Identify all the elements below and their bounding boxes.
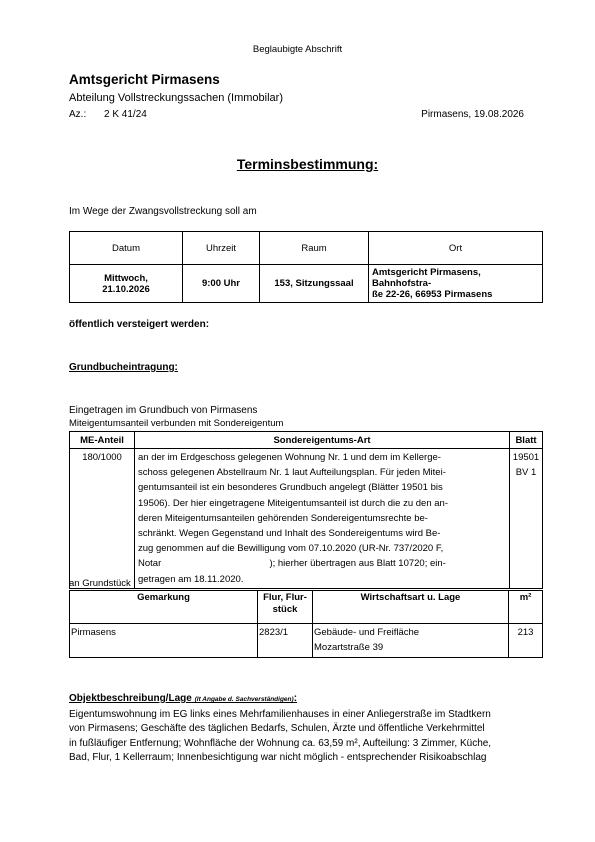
- object-description-line: in fußläufiger Entfernung; Wohnfläche der Wohnung ca. 63,59 m², Aufteilung: 3 Zimmer, Küche,: [69, 737, 492, 749]
- file-number-value: 2 K 41/24: [104, 109, 147, 120]
- file-number-label: Az.:: [69, 109, 87, 120]
- appointment-place-line: ße 22-26, 66953 Pirmasens: [372, 289, 493, 300]
- description-line: deren Miteigentumsanteilen gehörenden Sondereigentumsrechte be-: [138, 512, 428, 524]
- appointment-room: 153, Sitzungssaal: [260, 265, 369, 303]
- appointment-date-value: 21.10.2026: [102, 283, 150, 295]
- place-date: Pirmasens, 19.08.2026: [421, 109, 524, 120]
- object-description-line: von Pirmasens; Geschäfte des täglichen Bedarfs, Schulen, Ärzte und öffentliche Verkehrmittel: [69, 723, 485, 735]
- table-header-row: [70, 232, 543, 265]
- appointment-date: [70, 265, 183, 303]
- description-line: schränkt. Wegen Gegenstand und Inhalt des Sondereigentums wird Be-: [138, 528, 441, 540]
- appointment-place-line: Amtsgericht Pirmasens, Bahnhofstra-: [372, 267, 481, 289]
- table-row: [70, 449, 543, 589]
- plot-intro: an Grundstück: [69, 578, 131, 589]
- table-header-row: [70, 432, 543, 449]
- sheet-number: 19501: [512, 452, 540, 463]
- appointment-table: [69, 231, 543, 303]
- object-description-line: Bad, Flur, 1 Kellerraum; Innenbesichtigung war nicht möglich - entsprechender Risikoabschlag: [69, 752, 487, 764]
- table-row: [70, 624, 543, 658]
- header-usage: Wirtschaftsart u. Lage: [313, 591, 509, 624]
- description-line: schoss gelegenen Abstellraum Nr. 1 laut Aufteilungsplan. Für jeden Mitei-: [138, 467, 446, 479]
- plot-area: 213: [509, 624, 543, 658]
- appointment-time: 9:00 Uhr: [183, 265, 260, 303]
- plot-usage: [313, 624, 509, 658]
- sheet-position: BV 1: [515, 467, 537, 479]
- table-row: [70, 265, 543, 303]
- register-line: Eingetragen im Grundbuch von Pirmasens: [69, 405, 258, 416]
- description-line: gentumsanteil ist ein besonderes Grundbuch angelegt (Blätter 19501 bis: [138, 482, 443, 494]
- object-description-heading: [69, 693, 297, 704]
- plot-table: [69, 590, 543, 658]
- header-time: Uhrzeit: [183, 232, 260, 265]
- court-name: Amtsgericht Pirmasens: [69, 72, 220, 87]
- object-heading-hint: (lt Angabe d. Sachverständigen): [194, 696, 294, 703]
- plot-usage-line: Gebäude- und Freifläche: [314, 627, 420, 638]
- plot-parcel: 2823/1: [258, 624, 313, 658]
- plot-district: Pirmasens: [70, 624, 258, 658]
- header-share: ME-Anteil: [70, 432, 135, 449]
- ownership-share: 180/1000: [70, 449, 135, 589]
- ownership-sheet: [510, 449, 543, 589]
- description-line: an der im Erdgeschoss gelegenen Wohnung Nr. 1 und dem im Kellerge-: [138, 452, 441, 463]
- header-district: Gemarkung: [70, 591, 258, 624]
- appointment-weekday: Mittwoch,: [104, 272, 148, 284]
- description-line: 19506). Der hier eingetragene Miteigentumsanteil ist durch die zu den an-: [138, 497, 448, 509]
- header-place: Ort: [369, 232, 543, 265]
- header-parcel-line: Flur, Flur-: [263, 592, 307, 603]
- header-date: Datum: [70, 232, 183, 265]
- ownership-description: [135, 449, 510, 589]
- plot-usage-line: Mozartstraße 39: [314, 642, 384, 653]
- object-description: [69, 708, 539, 766]
- document-title: Terminsbestimmung:: [236, 156, 379, 172]
- header-sheet: Blatt: [510, 432, 543, 449]
- court-department: Abteilung Vollstreckungssachen (Immobilar): [69, 92, 283, 104]
- object-description-line: Eigentumswohnung im EG links eines Mehrfamilienhauses in einer Anliegerstraße im Stadtkern: [69, 709, 491, 720]
- table-header-row: [70, 591, 543, 624]
- register-line: Miteigentumsanteil verbunden mit Sondereigentum: [69, 418, 284, 429]
- ownership-table: [69, 431, 543, 589]
- header-parcel: [258, 591, 313, 624]
- object-heading-colon: :: [293, 693, 298, 704]
- land-register-heading: Grundbucheintragung:: [69, 362, 178, 373]
- header-parcel-line: stück: [272, 604, 298, 615]
- object-heading-text: Objektbeschreibung/Lage: [69, 693, 192, 704]
- header-special-ownership: Sondereigentums-Art: [135, 432, 510, 449]
- header-area: m²: [509, 591, 543, 624]
- appointment-place: [369, 265, 543, 303]
- description-line: zug genommen auf die Bewilligung vom 07.10.2020 (UR-Nr. 737/2020 F,: [138, 543, 444, 555]
- header-room: Raum: [260, 232, 369, 265]
- intro-text: Im Wege der Zwangsvollstreckung soll am: [69, 206, 257, 217]
- certified-copy-note: Beglaubigte Abschrift: [252, 44, 343, 55]
- description-line: getragen am 18.11.2020.: [138, 573, 244, 585]
- auction-text: öffentlich versteigert werden:: [69, 319, 210, 330]
- description-line: Notar ); hierher übertragen aus Blatt 10720; ein-: [138, 558, 446, 570]
